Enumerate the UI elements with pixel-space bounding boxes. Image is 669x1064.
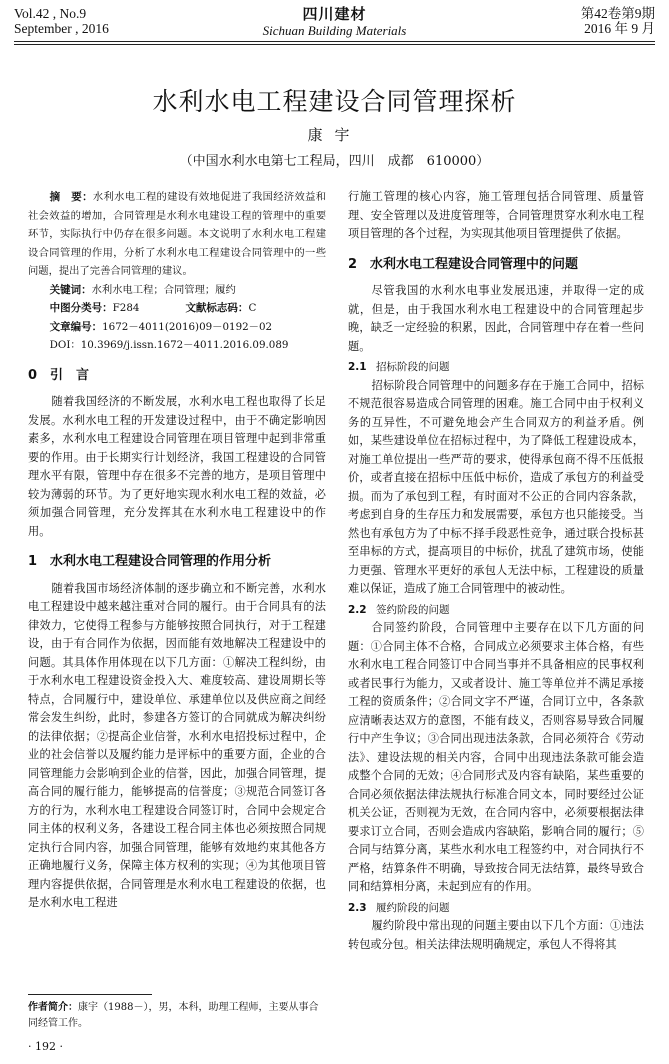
section-2-2-paragraph: 合同签约阶段，合同管理中主要存在以下几方面的问题：①合同主体不合格，合同成立必须要求主体合格，有些水利水电工程合同签订中合同当事并不具备相应的民事权利或者民事行为能力，又或者设计、施工等单位并不满足承接工程的资质条件；②合同文字不严谨，合同订立中，各条款应清晰表达双方的意图，不能有歧义，否则容易导致合同履行中产生争议；③合同出现违法条款，合同必须符合《劳动法》、建设法规的相关内容，合同中出现违法条款可能会造成整个合同的无效；④合同形式及内容有缺陷，某些重要的合同必须依据法律法规执行标准合同文本，同时要经过公证机关公证，否则视为无效，在合同内容中，必须要根据法律要求订立合同，否则会造成内容缺陷，影响合同的履行；⑤合同与结算分离，某些水利水电工程签约中，对合同执行不严格，结算条件不明确，导致按合同无法结算，最终导致合同和结算相分离，未起到应有的作用。 xyxy=(348,621,644,893)
journal-name-en: Sichuan Building Materials xyxy=(262,23,407,38)
header-date-cn: 2016 年 9 月 xyxy=(584,21,655,36)
doi: DOI：10.3969/j.issn.1672－4011.2016.09.089 xyxy=(49,339,289,351)
section-0-heading: 0 引 言 xyxy=(28,367,90,383)
section-0-paragraph: 随着我国经济的不断发展，水利水电工程也取得了长足发展。水利水电工程的开发建设过程中，由于不确定影响因素多，水利水电工程建设合同管理在项目管理中起到非常重要的作用。由于长期实行计划经济，我国工程建设的合同管理水平有限，管理中存在很多不完善的地方，是项目管理中较为薄弱的环节。为了更好地实现水利水电工程的效益，必须加强合同管理，充分发挥其在水利水电工程建设中的作用。 xyxy=(28,395,326,538)
journal-logo: 四川建材 xyxy=(302,5,367,23)
classification-line: 中图分类号：F284 文献标志码：C xyxy=(49,302,257,314)
paper-author: 康宇 xyxy=(307,126,362,144)
section-2-1-paragraph: 招标阶段合同管理中的问题多存在于施工合同中，招标不规范很容易造成合同管理的困难。施工合同中由于权利义务的互异性，不可避免地会产生合同双方的利益矛盾。例如，某些建设单位在招标过程中，为了降低工程建设成本，对施工单位提出一些严苛的要求，使得承包商不得不压低报价，或者直接在招标中压低中标价，造成了承包方的利益受损。而为了承包到工程，有时面对不公正的合同内容条款，考虑到自身的生存压力和发展需要，承包方也只能接受。当然也有承包方为了中标不择手段恶性竞争，通过联合投标甚至串标的方式，提高项目的中标价，扰乱了建筑市场，使能力更强、管理水平更好的承包人无法中标，工程建设的质量难以保证，造成了施工合同管理中的被动性。 xyxy=(348,378,644,595)
section-2-paragraph: 尽管我国的水利水电事业发展迅速，并取得一定的成就，但是，由于我国水利水电工程建设中的合同管理起步晚，缺乏一定经验的积累，因此，合同管理中存在着一些问题。 xyxy=(348,284,644,353)
header-rule xyxy=(14,41,655,42)
page-number: · 192 · xyxy=(28,1040,63,1053)
keywords: 关键词：水利水电工程；合同管理；履约 xyxy=(49,283,236,296)
section-2-3-heading: 2.3 履约阶段的问题 xyxy=(348,901,450,914)
header-volume: Vol.42 , No.9 xyxy=(14,6,87,21)
section-1-heading: 1 水利水电工程建设合同管理的作用分析 xyxy=(28,554,272,569)
footnote-rule xyxy=(28,994,152,995)
header-rule-thin xyxy=(14,44,655,45)
header-journal-block xyxy=(0,6,669,38)
abstract: 摘 要：水利水电工程的建设有效地促进了我国经济效益和社会效益的增加，合同管理是水利水电建设工程的管理中的重要环节，实际执行中仍存在很多问题。本文说明了水利水电工程建设合同管理的作用，分析了水利水电工程建设合同管理中的一些问题，提出了完善合同管理的建议。 xyxy=(28,191,327,277)
section-2-3-paragraph: 履约阶段中常出现的问题主要由以下几个方面：①违法转包或分包。相关法律法规明确规定，承包人不得将其 xyxy=(348,919,644,951)
paper-title: 水利水电工程建设合同管理探析 xyxy=(152,87,517,116)
right-column xyxy=(348,188,644,954)
header-date: September , 2016 xyxy=(14,21,109,36)
section-1-paragraph-continued: 行施工管理的核心内容，施工管理包括合同管理、质量管理、安全管理以及进度管理等，合同管理贯穿水利水电工程项目管理的各个过程，为实现其他项目管理提供了依据。 xyxy=(348,190,644,240)
header-issue-block xyxy=(581,6,655,36)
header-issue-cn: 第42卷第9期 xyxy=(580,6,655,21)
section-2-2-heading: 2.2 签约阶段的问题 xyxy=(348,603,450,616)
paper-affiliation: （中国水利水电第七工程局，四川 成都 610000） xyxy=(179,154,490,169)
section-2-1-heading: 2.1 招标阶段的问题 xyxy=(348,361,450,373)
article-number: 文章编号：1672－4011(2016)09－0192－02 xyxy=(49,320,273,333)
section-1-paragraph: 随着我国市场经济体制的逐步确立和不断完善，水利水电工程建设中越来越注重对合同的履行。由于合同具有的法律效力，它使得工程参与方能够按照合同执行，对于工程建设，由于有合同作为依据，因而能有效地解决工程建设中的问题。其具体作用体现在以下几方面：①解决工程纠纷，由于水利水电工程建设资金投入大、难度较高、建设周期长等特点，合同履行中，建设单位、承建单位以及供应商之间经常会发生纠纷，此时，参建各方签订的合同就成为解决纠纷的法律依据；②提高企业信誉，水利水电招投标过程中，企业的社会信誉以及履约能力是评标中的重要方面，企业的合同管理能力会影响到企业的信誉，因此，加强合同管理，提高合同的履行能力，能够提高的信誉度；③规范合同签订各方的行为，水利水电工程建设合同签订时，合同中会规定合同主体的权利义务，各建设工程合同主体也必须按照合同规定执行合同内容，加强合同管理，能够有效地约束其他各方正确地履行义务，保障主体方权利的实现；④为其他项目管理内容提供依据，合同管理是水利水电工程建设的依据，也是水利水电工程进 xyxy=(28,581,326,909)
left-column xyxy=(28,188,326,913)
author-footnote: 作者简介：康宇（1988－），男，本科，助理工程师，主要从事合同经管工作。 xyxy=(28,1002,319,1029)
section-2-heading: 2 水利水电工程建设合同管理中的问题 xyxy=(348,256,579,272)
